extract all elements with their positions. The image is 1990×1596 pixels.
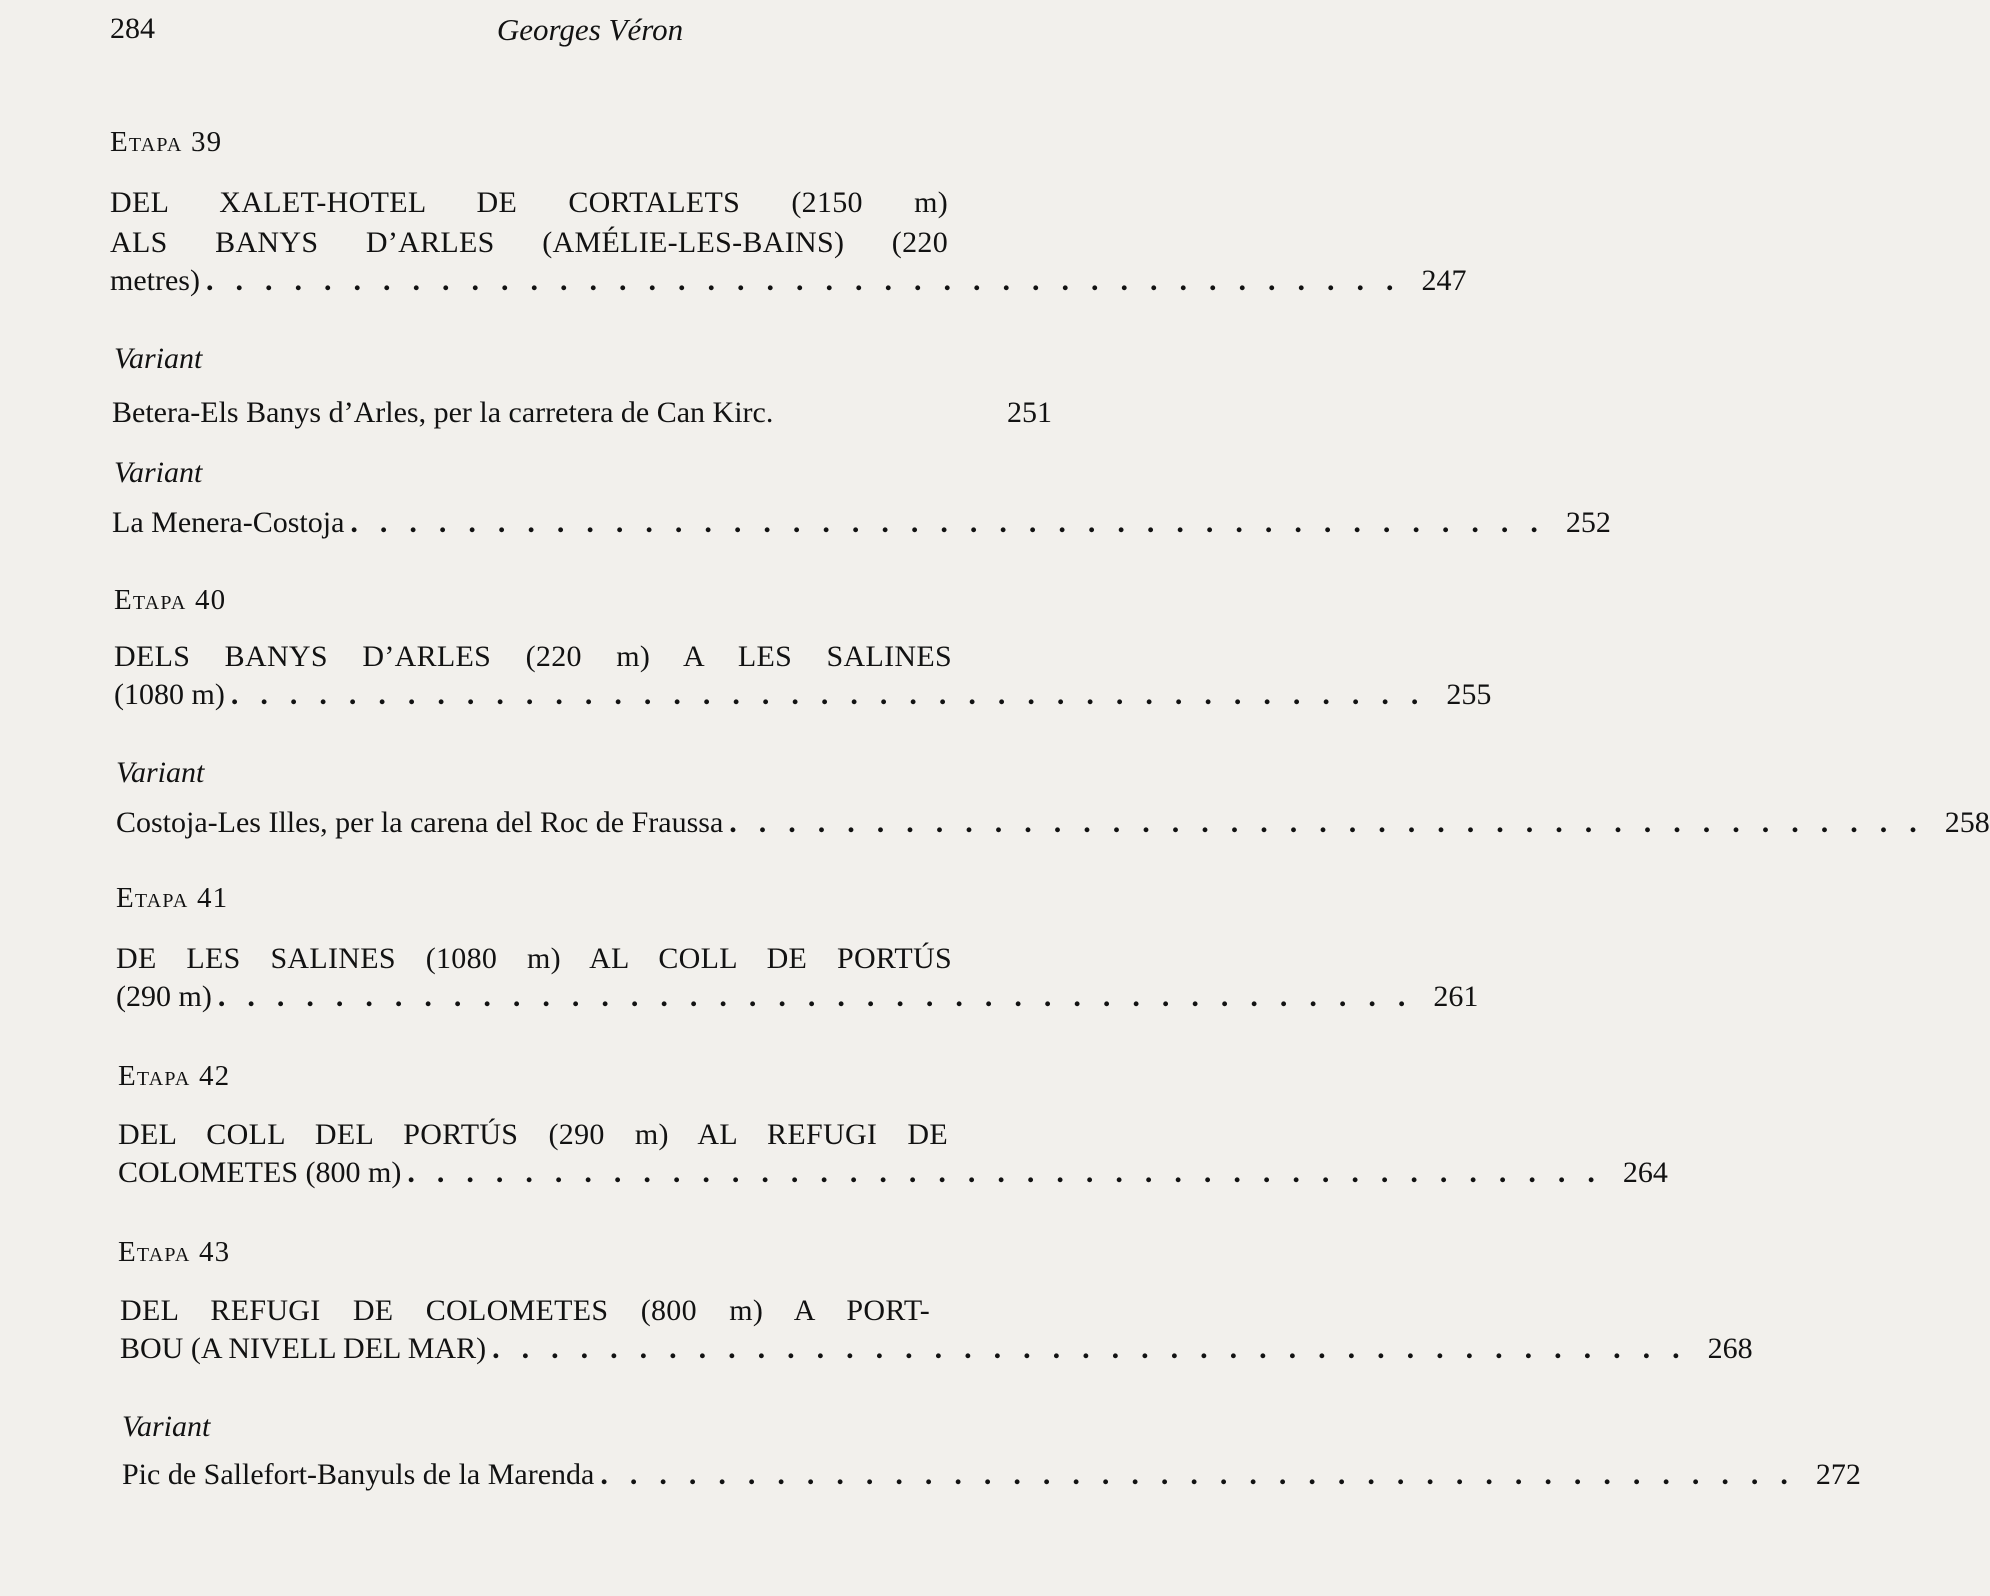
etapa-43-page: 268: [1707, 1332, 1753, 1365]
etapa-40-variant-text: Costoja-Les Illes, per la carena del Roc de Fraussa: [116, 806, 724, 839]
page-number: 284: [110, 12, 155, 45]
etapa-39-title-line-1: DEL XALET-HOTEL DE CORTALETS (2150 m): [110, 186, 948, 219]
dot-leader: .........................................: [350, 506, 1560, 539]
etapa-41-page: 261: [1433, 980, 1479, 1013]
etapa-41-label: Etapa 41: [116, 882, 229, 914]
etapa-39-label: Etapa 39: [110, 126, 223, 158]
dot-leader: .........................................: [217, 980, 1428, 1013]
etapa-41-title-line-2: (290 m): [116, 980, 212, 1013]
etapa-43-variant-label: Variant: [122, 1410, 211, 1443]
running-head: [110, 8, 1070, 52]
etapa-42-label: Etapa 42: [118, 1060, 231, 1092]
etapa-43-title-line-1: DEL REFUGI DE COLOMETES (800 m) A PORT-: [120, 1294, 930, 1327]
etapa-40-variant-label: Variant: [116, 756, 205, 789]
etapa-42-title-line-2: COLOMETES (800 m): [118, 1156, 402, 1189]
etapa-39-variant-1-page: 251: [1007, 396, 1052, 429]
etapa-41-title-line-1: DE LES SALINES (1080 m) AL COLL DE PORTÚS: [116, 942, 952, 975]
etapa-39-entry: [110, 264, 1467, 298]
etapa-42-page: 264: [1622, 1156, 1668, 1189]
etapa-42-title-line-1: DEL COLL DEL PORTÚS (290 m) AL REFUGI DE: [118, 1118, 948, 1151]
etapa-41-entry: [116, 980, 1479, 1014]
etapa-39-variant-2-page: 252: [1565, 506, 1611, 539]
etapa-39-variant-1-entry: [112, 396, 1052, 430]
dot-leader: .........................................: [407, 1156, 1617, 1189]
etapa-40-title-line-1: DELS BANYS D’ARLES (220 m) A LES SALINES: [114, 640, 952, 673]
etapa-39-title-line-2: ALS BANYS D’ARLES (AMÉLIE-LES-BAINS) (220: [110, 226, 948, 259]
dot-leader: .........................................: [729, 806, 1939, 839]
etapa-40-label: Etapa 40: [114, 584, 227, 616]
etapa-40-entry: [114, 678, 1492, 712]
etapa-43-title-line-2: BOU (A NIVELL DEL MAR): [120, 1332, 487, 1365]
etapa-43-label: Etapa 43: [118, 1236, 231, 1268]
etapa-40-title-line-2: (1080 m): [114, 678, 225, 711]
etapa-39-variant-1-text: Betera-Els Banys d’Arles, per la carretera de Can Kirc.: [112, 396, 774, 429]
etapa-39-variant-2-text: La Menera-Costoja: [112, 506, 345, 539]
etapa-43-entry: [120, 1332, 1753, 1366]
running-title: Georges Véron: [496, 12, 684, 47]
etapa-43-variant-text: Pic de Sallefort-Banyuls de la Marenda: [122, 1458, 595, 1491]
etapa-39-variant-2-label: Variant: [114, 456, 203, 489]
etapa-39-variant-2-entry: [112, 506, 1611, 540]
etapa-39-variant-1-label: Variant: [114, 342, 203, 375]
dot-leader: .........................................: [205, 264, 1416, 297]
dot-leader: .........................................: [600, 1458, 1810, 1491]
etapa-43-variant-entry: [122, 1458, 1861, 1492]
etapa-42-entry: [118, 1156, 1668, 1190]
etapa-39-page: 247: [1421, 264, 1467, 297]
etapa-39-title-line-3: metres): [110, 264, 200, 297]
etapa-40-variant-entry: [116, 806, 1990, 840]
dot-leader: .........................................: [230, 678, 1441, 711]
dot-leader: .........................................: [492, 1332, 1702, 1365]
etapa-40-variant-page: 258: [1944, 806, 1990, 839]
etapa-43-variant-page: 272: [1815, 1458, 1861, 1491]
etapa-40-page: 255: [1446, 678, 1492, 711]
